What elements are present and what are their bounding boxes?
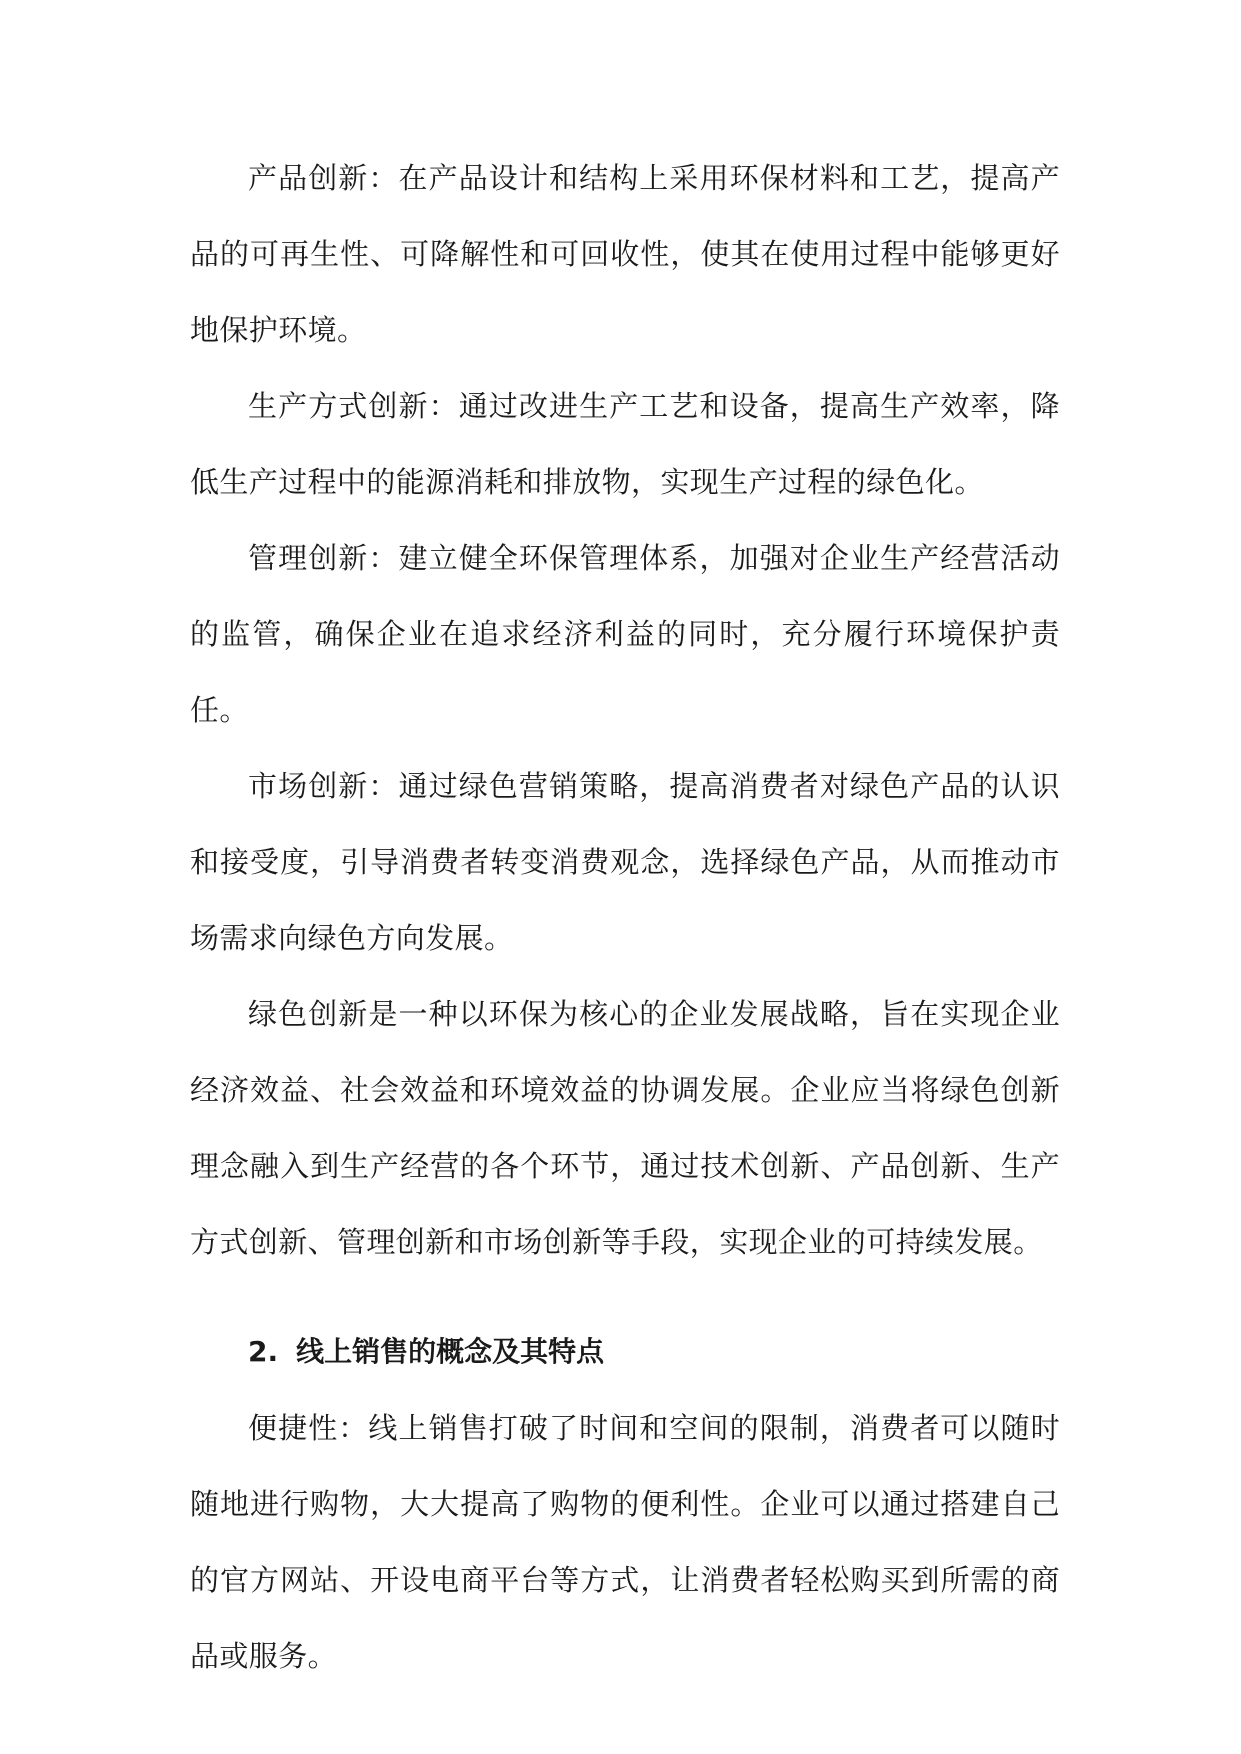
paragraph-market-innovation: 市场创新：通过绿色营销策略，提高消费者对绿色产品的认识和接受度，引导消费者转变消费观念，选择绿色产品，从而推动市场需求向绿色方向发展。 [190,769,1060,955]
section-title: 线上销售的概念及其特点 [296,1335,605,1368]
paragraph-production-innovation: 生产方式创新：通过改进生产工艺和设备，提高生产效率，降低生产过程中的能源消耗和排放物，实现生产过程的绿色化。 [190,389,1060,499]
section-number: 2. [248,1335,279,1368]
paragraph-convenience: 便捷性：线上销售打破了时间和空间的限制，消费者可以随时随地进行购物，大大提高了购物的便利性。企业可以通过搭建自己的官方网站、开设电商平台等方式，让消费者轻松购买到所需的商品或服务。 [190,1411,1060,1673]
section-heading [190,1314,1060,1390]
paragraph-product-innovation: 产品创新：在产品设计和结构上采用环保材料和工艺，提高产品的可再生性、可降解性和可回收性，使其在使用过程中能够更好地保护环境。 [190,161,1060,347]
paragraph-green-innovation-summary: 绿色创新是一种以环保为核心的企业发展战略，旨在实现企业经济效益、社会效益和环境效益的协调发展。企业应当将绿色创新理念融入到生产经营的各个环节，通过技术创新、产品创新、生产方式创新、管理创新和市场创新等手段，实现企业的可持续发展。 [190,997,1060,1259]
paragraph-management-innovation: 管理创新：建立健全环保管理体系，加强对企业生产经营活动的监管，确保企业在追求经济利益的同时，充分履行环境保护责任。 [190,541,1060,727]
document-body [190,140,1060,1694]
